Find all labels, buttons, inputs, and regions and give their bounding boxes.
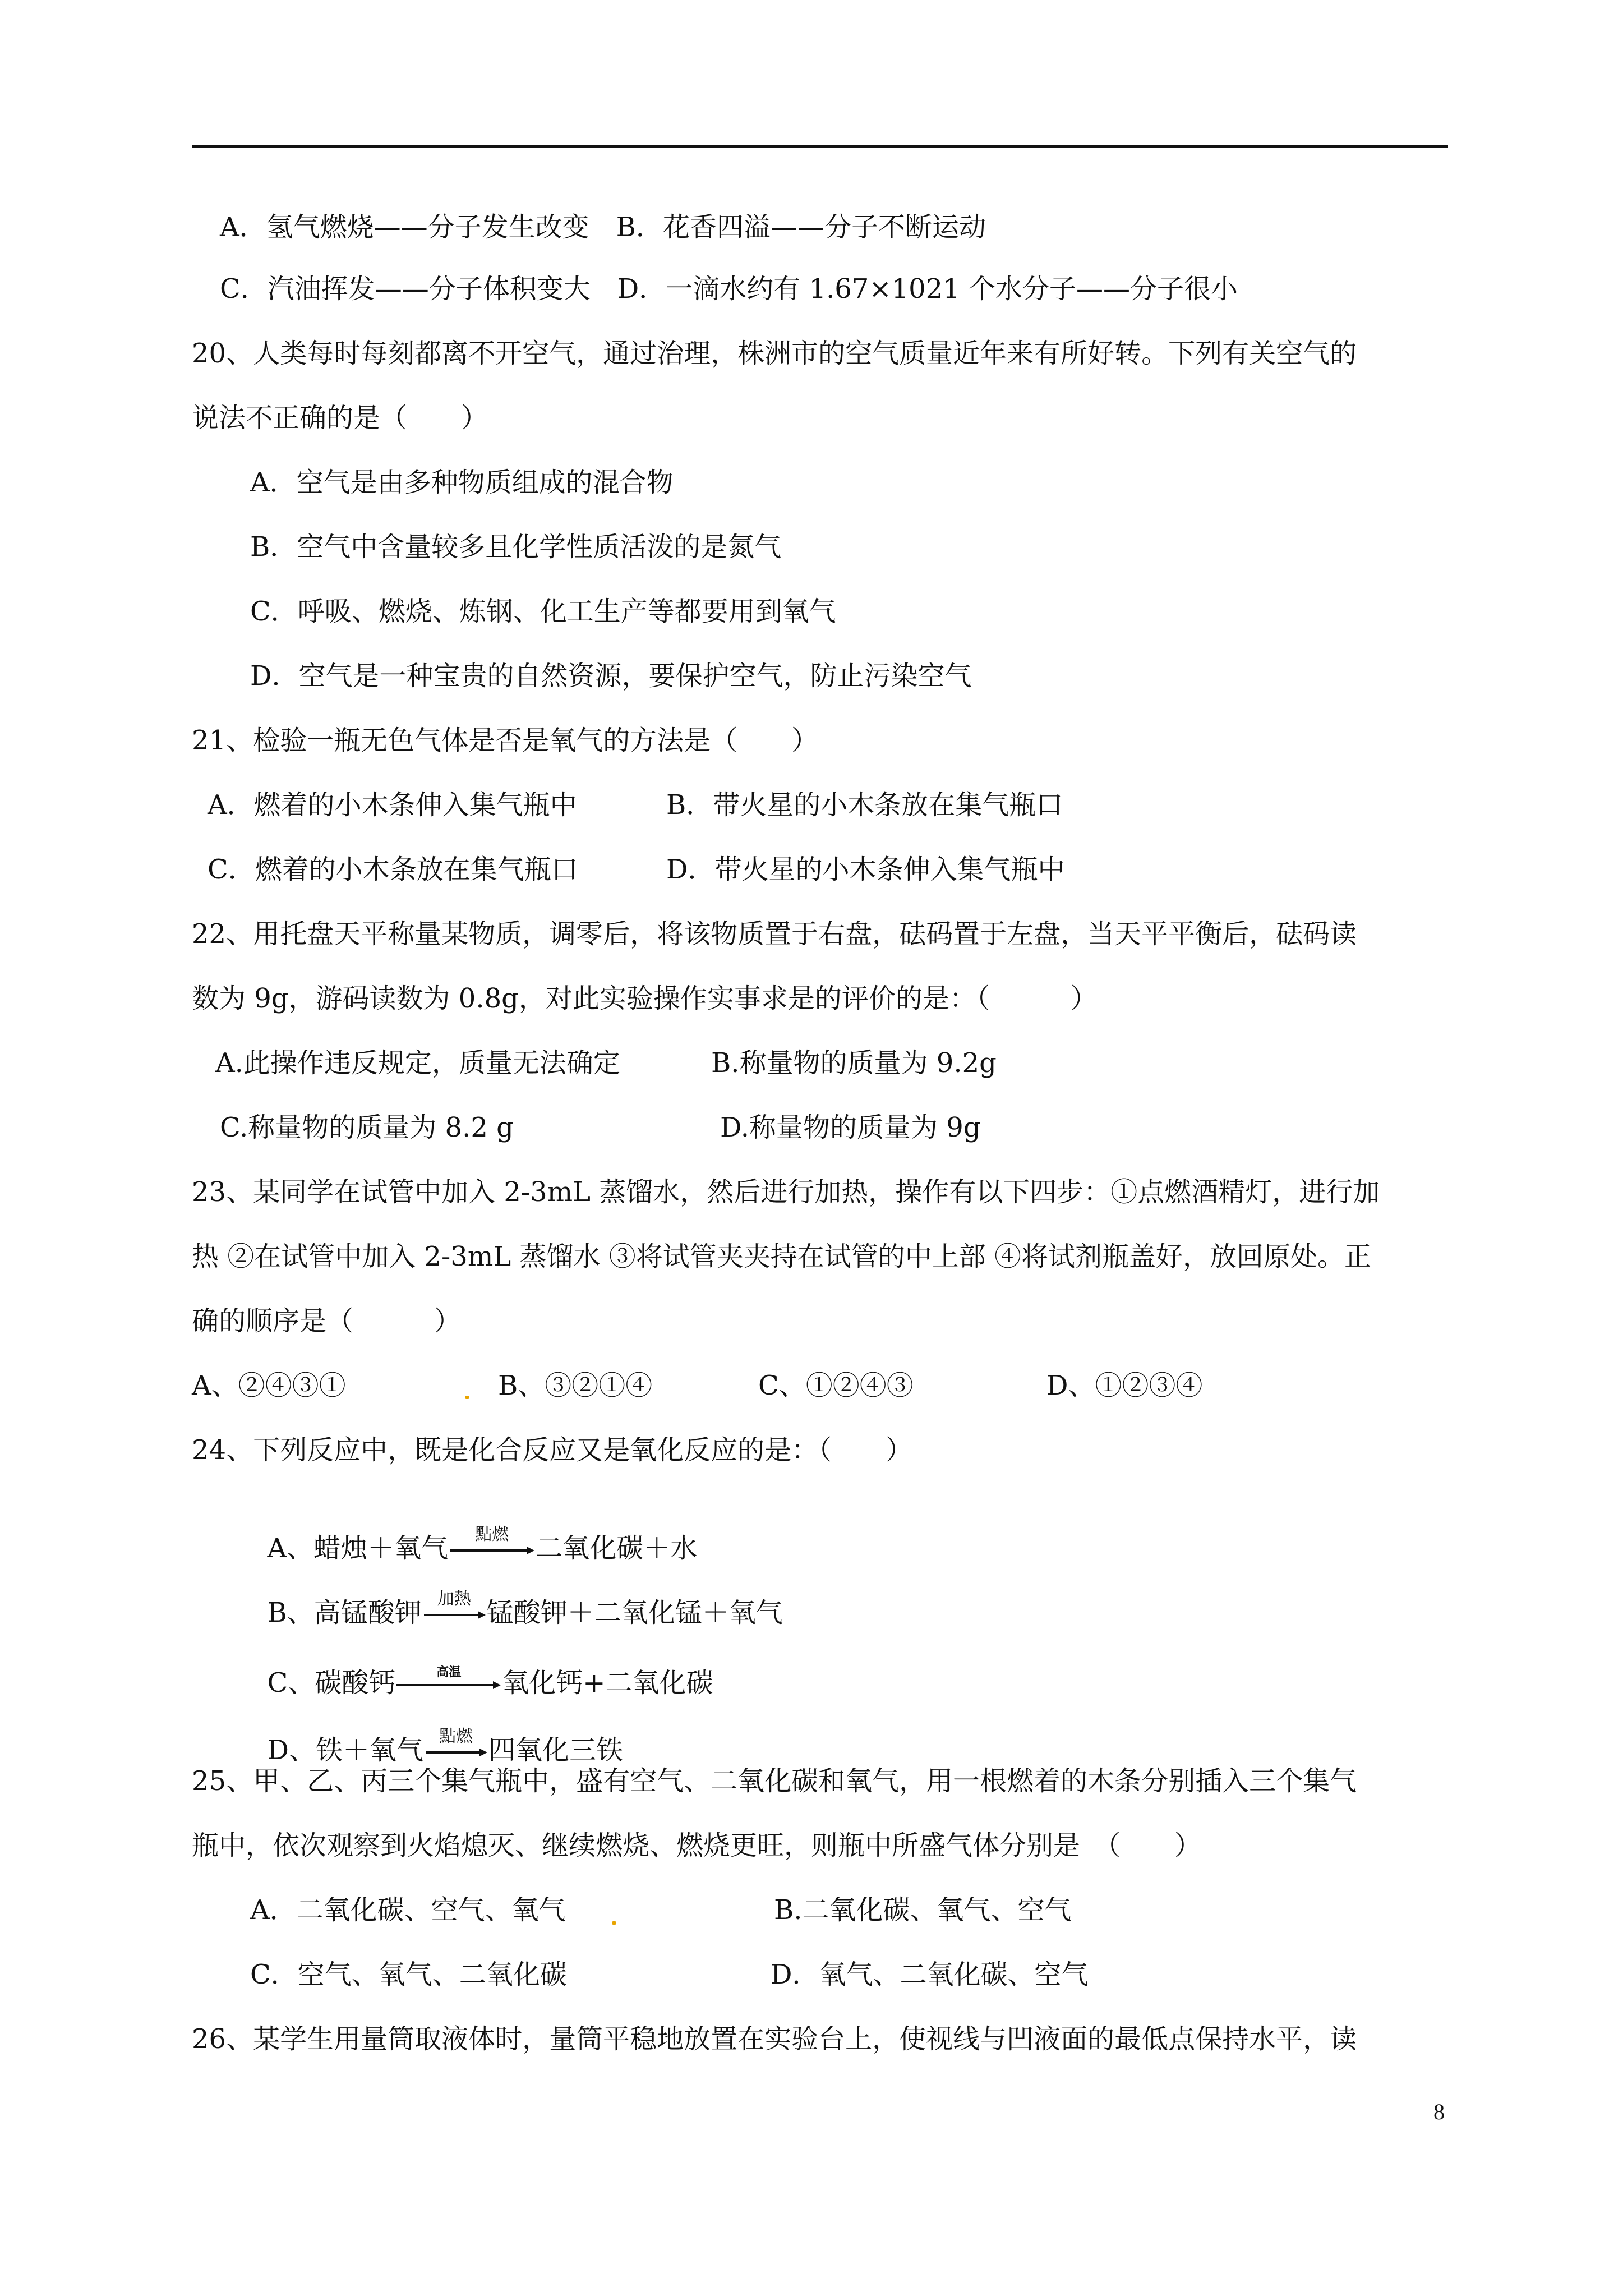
q24-b-reactants: B、高锰酸钾	[267, 1597, 422, 1628]
q23-option-c: C、①②④③	[758, 1370, 914, 1401]
q24-a-condition: 點燃	[475, 1524, 509, 1544]
q21-option-a: A．燃着的小木条伸入集气瓶中	[208, 789, 577, 821]
q25-option-c: C．空气、氧气、二氧化碳	[250, 1959, 567, 1990]
q24-d-products: 四氧化三铁	[488, 1734, 624, 1766]
q24-option-a	[250, 1498, 698, 1564]
q20-option-a: A．空气是由多种物质组成的混合物	[250, 467, 674, 498]
q24-c-products: 氧化钙+二氧化碳	[502, 1667, 713, 1699]
q20-stem-line2: 说法不正确的是（ ）	[192, 402, 488, 434]
q24-c-condition: 高温	[436, 1665, 462, 1680]
q21-option-d: D．带火星的小木条伸入集气瓶中	[666, 854, 1065, 885]
q24-a-reactants: A、蜡烛＋氧气	[267, 1533, 449, 1564]
q24-d-condition: 點燃	[439, 1726, 473, 1746]
q26-stem-line1: 26、某学生用量筒取液体时，量筒平稳地放置在实验台上，使视线与凹液面的最低点保持水平，读	[192, 2023, 1357, 2055]
q23-stem-line1: 23、某同学在试管中加入 2-3mL 蒸馏水，然后进行加热，操作有以下四步：①点燃酒精灯，进行加	[192, 1176, 1380, 1208]
q24-a-products: 二氧化碳＋水	[536, 1533, 698, 1564]
q22-option-b: B.称量物的质量为 9.2g	[711, 1047, 997, 1079]
q20-stem-line1: 20、人类每时每刻都离不开空气，通过治理，株洲市的空气质量近年来有所好转。下列有关空气的	[192, 338, 1357, 369]
q24-c-reactants: C、碳酸钙	[267, 1667, 396, 1699]
q22-stem-line2: 数为 9g，游码读数为 0.8g，对此实验操作实事求是的评价的是：（ ）	[192, 983, 1098, 1014]
header-rule	[192, 145, 1448, 148]
q21-option-b: B．带火星的小木条放在集气瓶口	[666, 789, 1063, 821]
q19-options-cd: C．汽油挥发——分子体积变大 D．一滴水约有 1.67×1021 个水分子——分子很小	[220, 273, 1238, 305]
q22-option-a: A.此操作违反规定，质量无法确定	[215, 1047, 620, 1079]
stray-dot	[612, 1921, 616, 1925]
q24-d-reactants: D、铁＋氧气	[267, 1734, 424, 1766]
q24-stem: 24、下列反应中，既是化合反应又是氧化反应的是：（ ）	[192, 1434, 913, 1466]
q25-stem-line2: 瓶中，依次观察到火焰熄灭、继续燃烧、燃烧更旺，则瓶中所盛气体分别是 （ ）	[192, 1830, 1202, 1861]
q20-option-b: B．空气中含量较多且化学性质活泼的是氮气	[250, 531, 782, 563]
q23-option-a: A、②④③①	[192, 1370, 346, 1401]
q23-stem-line2: 热 ②在试管中加入 2-3mL 蒸馏水 ③将试管夹夹持在试管的中上部 ④将试剂瓶盖好，放回原处。正	[192, 1241, 1371, 1272]
reaction-arrow-a	[448, 1524, 536, 1556]
q25-option-b: B.二氧化碳、氧气、空气	[774, 1894, 1072, 1926]
q19-options-ab: A．氢气燃烧——分子发生改变 B．花香四溢——分子不断运动	[220, 211, 986, 243]
q24-option-b	[250, 1562, 783, 1628]
q23-option-b: B、③②①④	[498, 1370, 653, 1401]
q24-b-condition: 加熱	[437, 1589, 471, 1609]
q24-option-c	[250, 1632, 713, 1699]
page-number: 8	[1433, 2099, 1445, 2124]
q25-stem-line1: 25、甲、乙、丙三个集气瓶中，盛有空气、二氧化碳和氧气，用一根燃着的木条分别插入三个集气	[192, 1765, 1357, 1797]
reaction-arrow-c	[395, 1665, 502, 1691]
q22-option-d: D.称量物的质量为 9g	[720, 1112, 981, 1143]
reaction-arrow-d	[423, 1726, 488, 1758]
reaction-arrow-b	[422, 1589, 487, 1621]
q24-option-d	[250, 1700, 624, 1766]
q21-option-c: C．燃着的小木条放在集气瓶口	[208, 854, 578, 885]
q25-option-d: D．氧气、二氧化碳、空气	[771, 1959, 1089, 1990]
q22-option-c: C.称量物的质量为 8.2 g	[220, 1112, 514, 1143]
q25-option-a: A．二氧化碳、空气、氧气	[250, 1894, 566, 1926]
q22-stem-line1: 22、用托盘天平称量某物质，调零后，将该物质置于右盘，砝码置于左盘，当天平平衡后，砝码读	[192, 918, 1357, 950]
q23-option-d: D、①②③④	[1046, 1370, 1203, 1401]
q24-b-products: 锰酸钾＋二氧化锰＋氧气	[486, 1597, 783, 1628]
q23-stem-line3: 确的顺序是（ ）	[192, 1305, 462, 1337]
stray-dot	[465, 1396, 469, 1399]
q20-option-c: C．呼吸、燃烧、炼钢、化工生产等都要用到氧气	[250, 596, 836, 627]
q21-stem: 21、检验一瓶无色气体是否是氧气的方法是（ ）	[192, 725, 819, 756]
q20-option-d: D．空气是一种宝贵的自然资源，要保护空气，防止污染空气	[250, 660, 972, 692]
